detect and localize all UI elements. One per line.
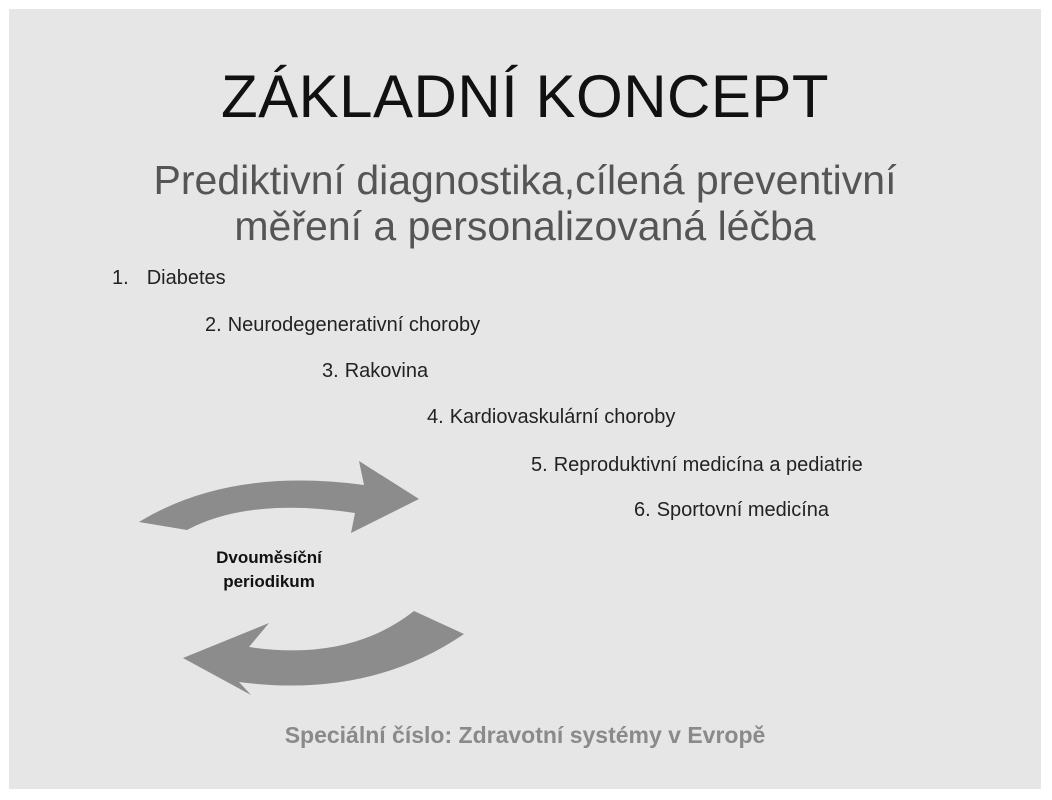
periodical-label-line-2: periodikum [223,572,315,591]
list-label: Diabetes [146,267,226,289]
slide-title: ZÁKLADNÍ KONCEPT [220,63,830,130]
periodical-label [194,546,344,594]
periodical-label-line-1: Dvouměsíční [216,548,322,567]
list-number: 6. [634,499,651,521]
curved-arrow-left-icon [183,611,464,695]
curved-arrow-right-icon [139,461,419,533]
list-number: 3. [322,360,339,382]
list-item-cancer [322,358,428,384]
list-label: Rakovina [344,360,429,382]
list-item-diabetes [112,265,226,291]
list-item-neurodegenerative [205,312,480,338]
special-issue-footer: Speciální číslo: Zdravotní systémy v Evropě [284,722,766,748]
subtitle-line-1: Prediktivní diagnostika,cílená preventivní [153,157,897,203]
list-item-reproductive [531,452,863,478]
list-item-cardiovascular [427,404,675,430]
list-number: 2. [205,314,222,336]
list-label: Kardiovaskulární choroby [449,406,676,428]
slide-subtitle [9,157,1041,249]
list-number: 4. [427,406,444,428]
list-item-sports [634,497,829,523]
slide [9,9,1041,789]
list-label: Reproduktivní medicína a pediatrie [553,454,863,476]
subtitle-line-2: měření a personalizovaná léčba [234,203,816,249]
list-label: Sportovní medicína [656,499,830,521]
list-label: Neurodegenerativní choroby [227,314,481,336]
list-number: 5. [531,454,548,476]
list-number: 1. [112,267,129,289]
